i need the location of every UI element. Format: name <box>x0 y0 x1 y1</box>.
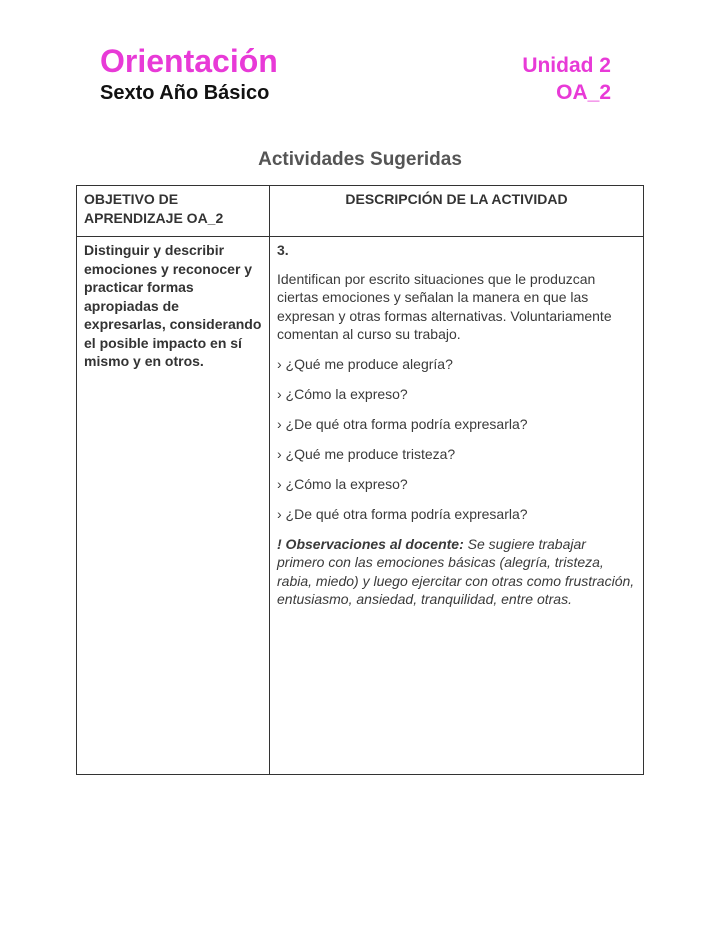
question-item: › ¿Qué me produce alegría? <box>277 355 453 372</box>
subject-title: Orientación <box>100 43 278 79</box>
question-item: › ¿Qué me produce tristeza? <box>277 445 456 462</box>
question-item: › ¿De qué otra forma podría expresarla? <box>277 415 528 432</box>
teacher-note <box>277 535 636 609</box>
grade-subtitle: Sexto Año Básico <box>100 82 270 104</box>
question-item: › ¿Cómo la expreso? <box>277 385 408 402</box>
header-left <box>100 42 278 105</box>
teacher-note-label: ! Observaciones al docente: <box>277 535 464 552</box>
section-title: Actividades Sugeridas <box>258 149 462 170</box>
description-header: DESCRIPCIÓN DE LA ACTIVIDAD <box>270 186 644 237</box>
question-item: › ¿De qué otra forma podría expresarla? <box>277 505 528 522</box>
objective-header: OBJETIVO DE APRENDIZAJE OA_2 <box>77 186 270 237</box>
objective-code: OA_2 <box>556 81 611 104</box>
activity-description: Identifican por escrito situaciones que le produzcan ciertas emociones y señalan la manera en que las expresan y otras formas alternativas. Voluntariamente comentan al curso su trabajo. <box>277 270 612 342</box>
unit-label: Unidad 2 <box>522 54 611 77</box>
activity-description-cell <box>270 237 644 775</box>
table-row <box>77 237 644 775</box>
activity-table <box>76 185 644 775</box>
table-header-row <box>77 186 644 237</box>
header-right <box>522 52 611 106</box>
question-item: › ¿Cómo la expreso? <box>277 475 408 492</box>
activity-number: 3. <box>277 242 289 258</box>
teacher-note-text: Se sugiere trabajar primero con las emociones básicas (alegría, tristeza, rabia, miedo) y luego ejercitar con otras como frustración, entusiasmo, ansiedad, tranquilidad, entre otras. <box>277 535 635 607</box>
objective-text: Distinguir y describir emociones y reconocer y practicar formas apropiadas de expresarlas, considerando el posible impacto en sí mismo y en otros. <box>77 237 270 775</box>
